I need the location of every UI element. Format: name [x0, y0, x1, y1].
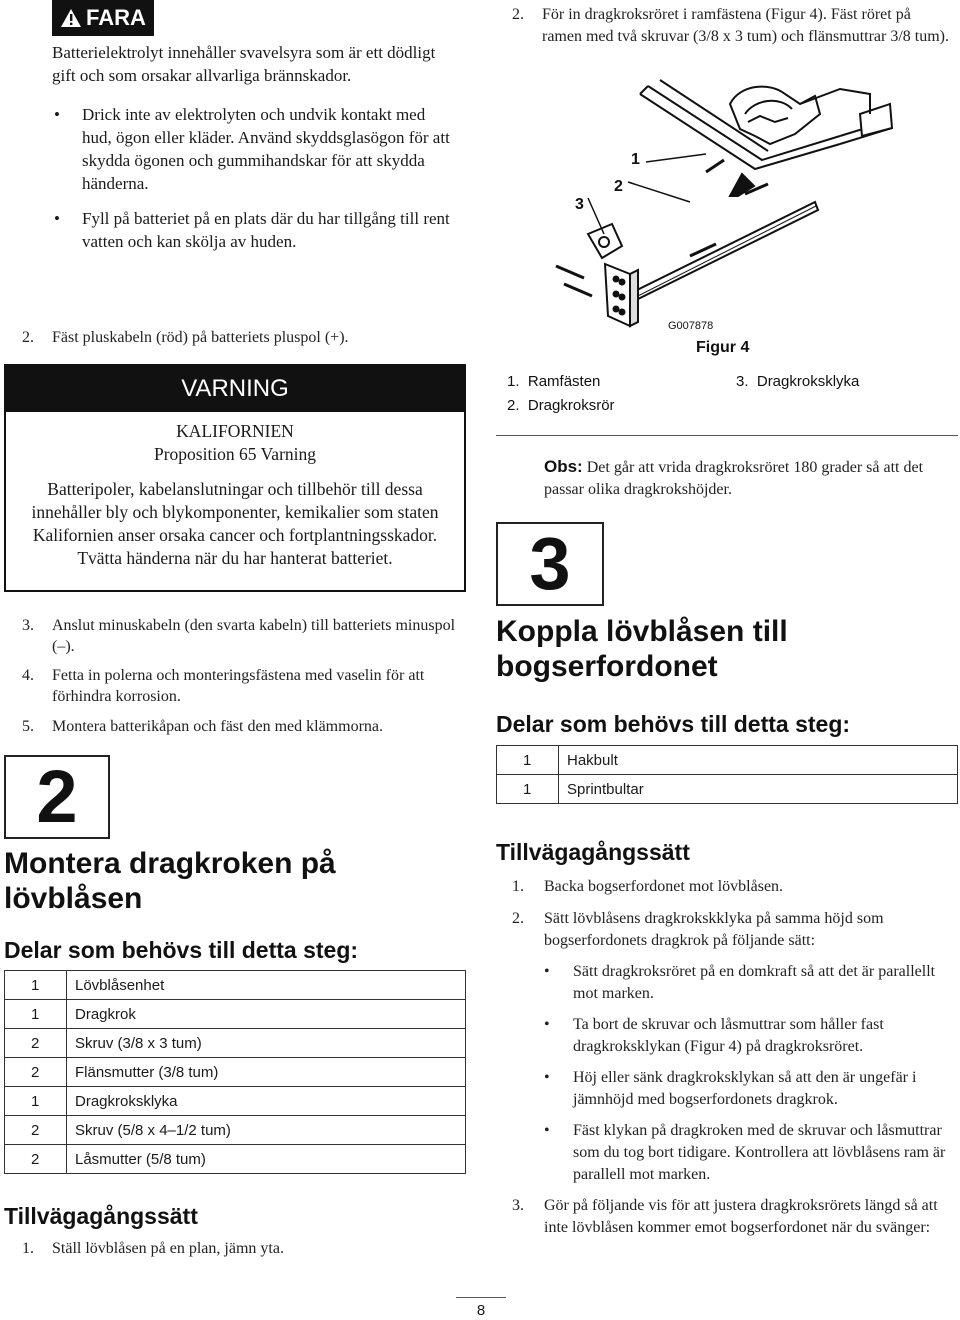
- bolts-drawing: [556, 160, 768, 296]
- section-2-step-1: [22, 1238, 462, 1259]
- list-item: • Höj eller sänk dragkroksklykan så att den är ungefär i jämnhöjd med bogserfordonets dragkrok.: [544, 1067, 954, 1111]
- warning-triangle-icon: [60, 8, 82, 28]
- legend-divider: [496, 435, 958, 436]
- step-text: Backa bogserfordonet mot lövblåsen.: [544, 878, 784, 895]
- table-row: [497, 775, 958, 804]
- legend-number: 2.: [507, 397, 520, 414]
- part-name: Dragkrok: [67, 1000, 466, 1029]
- part-name: Låsmutter (5/8 tum): [67, 1145, 466, 1174]
- step-number: 1.: [512, 878, 524, 895]
- step-text: För in dragkroksröret i ramfästena (Figur 4). Fäst röret på ramen med två skruvar (3/8 x 3 tum) och flänsmuttrar 3/8 tum).: [542, 6, 950, 45]
- table-row: [5, 1116, 466, 1145]
- part-name: Sprintbultar: [559, 775, 958, 804]
- section-3-procedure-heading: Tillvägagångssätt: [496, 839, 690, 865]
- step-3-battery: [22, 615, 462, 657]
- table-row: [5, 971, 466, 1000]
- legend-item-3: [736, 373, 859, 390]
- part-name: Skruv (5/8 x 4–1/2 tum): [67, 1116, 466, 1145]
- page-number-rule: [456, 1297, 506, 1298]
- step-number: 2.: [512, 910, 524, 927]
- warning-text: Batteripoler, kabelanslutningar och tillbehör till dessa innehåller bly och blykomponenter, kemikalier som staten Kalifornien anser orsaka cancer och fortplantningsskador. Tvätta händerna när du har hanterat batteriet.: [31, 479, 439, 568]
- section-2-parts-table: [4, 970, 466, 1174]
- legend-number: 3.: [736, 373, 749, 390]
- table-row: [5, 1145, 466, 1174]
- legend-item-1: [507, 373, 600, 390]
- section-3-number: 3: [496, 522, 604, 606]
- note-label: Obs:: [544, 457, 583, 476]
- part-qty: 2: [5, 1116, 67, 1145]
- part-name: Hakbult: [559, 746, 958, 775]
- legend-text: Ramfästen: [527, 373, 601, 390]
- warning-label: VARNING: [6, 366, 464, 412]
- section-2-title: Montera dragkroken på lövblåsen: [4, 847, 336, 915]
- part-qty: 1: [497, 746, 559, 775]
- list-item: • Ta bort de skruvar och låsmuttrar som håller fast dragkroksklykan (Figur 4) på dragkroksröret.: [544, 1014, 954, 1058]
- figure-caption: Figur 4: [696, 339, 750, 356]
- section-3-step-2: [512, 908, 952, 952]
- warning-body: [6, 412, 464, 570]
- part-qty: 2: [5, 1145, 67, 1174]
- step-number: 3.: [512, 1197, 524, 1214]
- part-qty: 1: [5, 1000, 67, 1029]
- danger-bullet: • Fyll på batteriet på en plats där du har tillgång till rent vatten och kan skölja av huden.: [52, 207, 452, 253]
- step-4-battery: [22, 665, 462, 707]
- callout-2: 2: [614, 178, 623, 195]
- callout-3: 3: [575, 196, 584, 213]
- danger-label-text: FARA: [86, 5, 146, 30]
- table-row: [5, 1000, 466, 1029]
- step-2-battery: [22, 327, 462, 348]
- step-number: 5.: [22, 718, 34, 735]
- danger-bullet-list: [52, 103, 452, 253]
- warning-line-2: Proposition 65 Varning: [153, 444, 317, 464]
- legend-number: 1.: [507, 373, 520, 390]
- step-text: Fäst pluskabeln (röd) på batteriets pluspol (+).: [52, 329, 349, 346]
- section-3-parts-heading: Delar som behövs till detta steg:: [496, 711, 851, 737]
- part-name: Lövblåsenhet: [67, 971, 466, 1000]
- step-number: 4.: [22, 667, 34, 684]
- part-qty: 2: [5, 1058, 67, 1087]
- step-text: Ställ lövblåsen på en plan, jämn yta.: [52, 1240, 284, 1257]
- section-2-number: 2: [4, 755, 110, 839]
- step-text: Montera batterikåpan och fäst den med klämmorna.: [52, 718, 383, 735]
- part-qty: 1: [5, 971, 67, 1000]
- legend-text: Dragkroksklyka: [756, 373, 860, 390]
- table-row: [5, 1058, 466, 1087]
- table-row: [5, 1087, 466, 1116]
- section-2-parts-heading: Delar som behövs till detta steg:: [4, 937, 359, 963]
- list-item: • Fäst klykan på dragkroken med de skruvar och låsmuttrar som du tog bort tidigare. Kontrollera att lövblåsens ram är parallell mot marken.: [544, 1120, 954, 1186]
- hitch-tube-drawing: [625, 174, 818, 304]
- note: [544, 456, 944, 501]
- warning-box: [4, 364, 466, 592]
- danger-box: [52, 0, 452, 265]
- list-item: • Sätt dragkroksröret på en domkraft så att det är parallellt mot marken.: [544, 961, 954, 1005]
- legend-item-2: [507, 397, 615, 414]
- step-number: 2.: [512, 6, 524, 23]
- figure-code: G007878: [668, 320, 714, 332]
- part-name: Dragkroksklyka: [67, 1087, 466, 1116]
- clevis-drawing: [588, 224, 638, 326]
- legend-text: Dragkroksrör: [527, 397, 615, 414]
- warning-line-1: KALIFORNIEN: [176, 421, 294, 441]
- callout-1: 1: [631, 151, 640, 168]
- step-5-battery: [22, 716, 462, 737]
- hitch-illustration: [540, 74, 960, 344]
- step-number: 2.: [22, 329, 34, 346]
- section-3-bullet-list: [544, 961, 954, 1195]
- part-qty: 2: [5, 1029, 67, 1058]
- danger-intro: Batterielektrolyt innehåller svavelsyra som är ett dödligt gift och som orsakar allvarliga brännskador.: [52, 43, 436, 85]
- step-text: Gör på följande vis för att justera dragkroksrörets längd så att inte lövblåsen kommer emot bogserfordonet när du svänger:: [544, 1197, 938, 1236]
- step-text: Anslut minuskabeln (den svarta kabeln) till batteriets minuspol (–).: [52, 617, 456, 655]
- part-name: Flänsmutter (3/8 tum): [67, 1058, 466, 1087]
- table-row: [497, 746, 958, 775]
- frame-drawing: [640, 80, 892, 169]
- section-2-procedure-heading: Tillvägagångssätt: [4, 1203, 198, 1229]
- section-3-step-1: [512, 876, 952, 898]
- page-number: 8: [476, 1302, 486, 1319]
- note-text: Det går att vrida dragkroksröret 180 grader så att det passar olika dragkrokshöjder.: [544, 459, 924, 498]
- table-row: [5, 1029, 466, 1058]
- right-step-2: [512, 4, 952, 48]
- section-3-parts-table: [496, 745, 958, 804]
- danger-label: [52, 0, 154, 36]
- section-3-title: Koppla lövblåsen till bogserfordonet: [496, 615, 788, 683]
- callout-leaders: [588, 154, 706, 234]
- part-qty: 1: [5, 1087, 67, 1116]
- part-qty: 1: [497, 775, 559, 804]
- section-3-step-3: [512, 1195, 952, 1239]
- step-number: 1.: [22, 1240, 34, 1257]
- part-name: Skruv (3/8 x 3 tum): [67, 1029, 466, 1058]
- step-text: Sätt lövblåsens dragkrokskklyka på samma höjd som bogserfordonets dragkrok på följande sätt:: [544, 910, 884, 949]
- danger-bullet: • Drick inte av elektrolyten och undvik kontakt med hud, ögon eller kläder. Använd skyddsglasögon för att skydda ögonen och gummihandskar för att skydda händerna.: [52, 103, 452, 195]
- step-text: Fetta in polerna och monteringsfästena med vaselin för att förhindra korrosion.: [52, 667, 425, 705]
- step-number: 3.: [22, 617, 34, 634]
